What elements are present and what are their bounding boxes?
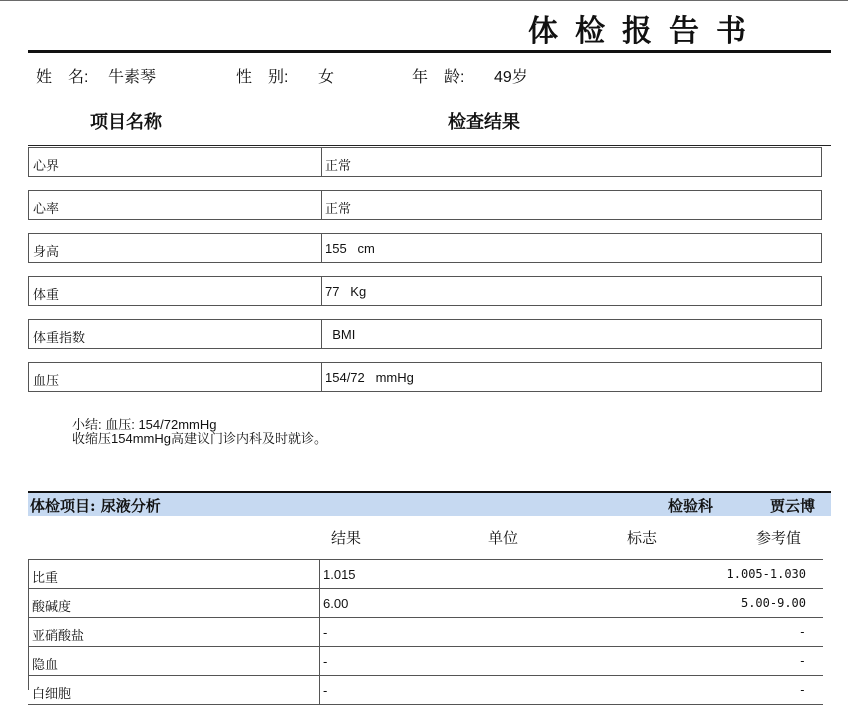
col-unit-header: 单位 — [488, 530, 519, 547]
exam-item-value: 正常 — [325, 158, 352, 173]
patient-gender: 女 — [318, 69, 335, 86]
test-reference: - — [798, 654, 806, 668]
patient-name: 牛素琴 — [108, 69, 157, 86]
table-row — [28, 560, 823, 589]
test-reference: 1.005-1.030 — [726, 567, 806, 581]
exam-item-name: 心率 — [33, 201, 60, 216]
urine-section-header — [28, 493, 831, 516]
exam-row — [28, 362, 822, 392]
test-name: 亚硝酸盐 — [32, 628, 85, 643]
test-result: - — [323, 683, 328, 698]
name-label: 姓 名: — [36, 69, 89, 86]
test-reference: - — [798, 625, 806, 639]
exam-row — [28, 319, 822, 349]
test-reference: 5.00-9.00 — [740, 596, 806, 610]
col-reference-header: 参考值 — [756, 530, 802, 547]
header-rule — [28, 145, 831, 146]
table-row — [28, 676, 823, 705]
exam-item-value: 155 cm — [325, 241, 375, 256]
item-header: 项目名称 — [90, 112, 162, 133]
test-result: - — [323, 625, 328, 640]
test-reference: - — [798, 683, 806, 697]
exam-item-name: 心界 — [33, 158, 60, 173]
exam-item-value: 154/72 mmHg — [325, 370, 414, 385]
patient-age: 49岁 — [494, 69, 528, 86]
test-result: 1.015 — [323, 567, 356, 582]
test-name: 比重 — [32, 570, 59, 585]
age-label: 年 龄: — [412, 69, 465, 86]
exam-item-name: 血压 — [33, 373, 60, 388]
test-name: 隐血 — [32, 657, 59, 672]
exam-item-name: 身高 — [33, 244, 60, 259]
exam-row — [28, 276, 822, 306]
top-border — [0, 0, 848, 1]
exam-item-name: 体重指数 — [33, 330, 86, 345]
exam-row — [28, 190, 822, 220]
summary-block — [72, 418, 327, 446]
result-header: 检查结果 — [448, 112, 520, 133]
table-row — [28, 647, 823, 676]
summary-line: 小结: 血压: 154/72mmHg — [72, 417, 217, 432]
exam-row — [28, 233, 822, 263]
col-flag-header: 标志 — [627, 530, 658, 547]
title-underline — [28, 50, 831, 53]
test-result: 6.00 — [323, 596, 349, 611]
doctor-name: 贾云博 — [770, 497, 816, 515]
test-result: - — [323, 654, 328, 669]
table-row — [28, 589, 823, 618]
exam-item-value: 正常 — [325, 201, 352, 216]
test-name: 酸碱度 — [32, 599, 72, 614]
test-name: 白细胞 — [32, 686, 72, 701]
exam-item-value: BMI — [325, 327, 356, 342]
table-row — [28, 618, 823, 647]
exam-item-name: 体重 — [33, 287, 60, 302]
col-result-header: 结果 — [331, 530, 362, 547]
department: 检验科 — [668, 497, 714, 515]
section-title: 体检项目: 尿液分析 — [30, 497, 161, 515]
exam-row — [28, 147, 822, 177]
gender-label: 性 别: — [236, 69, 289, 86]
report-title: 体检报告书 — [528, 14, 763, 49]
summary-line: 收缩压154mmHg高建议门诊内科及时就诊。 — [72, 431, 327, 446]
exam-item-value: 77 Kg — [325, 284, 367, 299]
